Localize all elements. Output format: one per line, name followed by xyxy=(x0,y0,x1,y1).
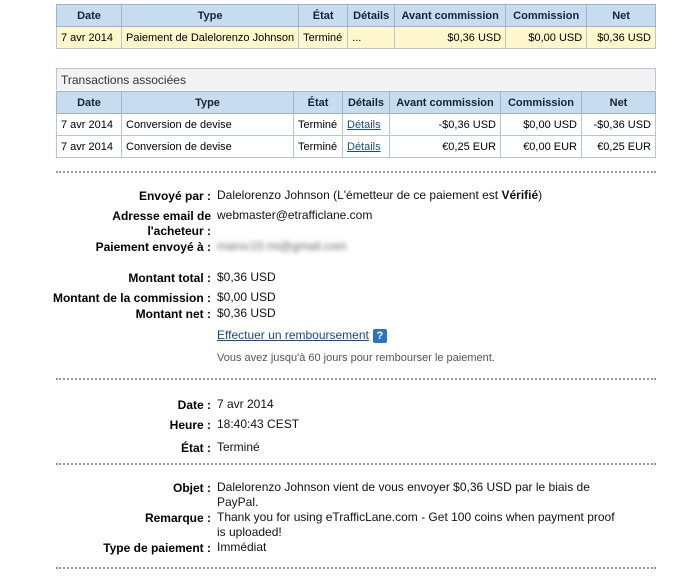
cell-etat: Terminé xyxy=(294,136,343,158)
details-link[interactable]: Détails xyxy=(347,140,381,153)
payment-type-label: Type de paiement : xyxy=(103,541,211,555)
table-row xyxy=(57,114,656,136)
note-value xyxy=(217,510,615,540)
date-label: Date : xyxy=(177,398,211,412)
divider xyxy=(56,378,656,380)
verified-status: Vérifié xyxy=(501,188,539,202)
cell-commission: $0,00 USD xyxy=(501,114,582,136)
cell-date: 7 avr 2014 xyxy=(57,27,122,49)
note-label: Remarque : xyxy=(144,511,211,525)
commission-value: $0,00 USD xyxy=(217,290,276,304)
col-avant: Avant commission xyxy=(395,5,506,27)
cell-avant: €0,25 EUR xyxy=(390,136,501,158)
col-commission: Commission xyxy=(506,5,587,27)
col-date: Date xyxy=(57,92,122,114)
related-table-header xyxy=(57,92,656,114)
refund-note: Vous avez jusqu'à 60 jours pour rembourser le paiement. xyxy=(217,352,495,364)
commission-label: Montant de la commission : xyxy=(52,291,211,305)
cell-avant: $0,36 USD xyxy=(395,27,506,49)
cell-type: Conversion de devise xyxy=(122,136,294,158)
email-label-line2: l'acheteur : xyxy=(147,224,211,238)
col-etat: État xyxy=(299,5,348,27)
email-label xyxy=(56,209,211,239)
total-value: $0,36 USD xyxy=(217,270,276,284)
col-net: Net xyxy=(587,5,656,27)
cell-type: Conversion de devise xyxy=(122,114,294,136)
cell-etat: Terminé xyxy=(299,27,348,49)
details-link[interactable]: Détails xyxy=(347,118,381,131)
cell-etat: Terminé xyxy=(294,114,343,136)
cell-avant: -$0,36 USD xyxy=(390,114,501,136)
divider xyxy=(56,171,656,173)
col-avant: Avant commission xyxy=(390,92,501,114)
col-details: Détails xyxy=(348,5,395,27)
col-details: Détails xyxy=(343,92,390,114)
col-type: Type xyxy=(122,92,294,114)
refund-row xyxy=(217,328,387,343)
cell-net: $0,36 USD xyxy=(587,27,656,49)
cell-commission: €0,00 EUR xyxy=(501,136,582,158)
cell-details xyxy=(343,136,390,158)
refund-link[interactable]: Effectuer un remboursement xyxy=(217,328,369,342)
net-label: Montant net : xyxy=(135,307,211,321)
sender-name: Dalelorenzo Johnson (L'émetteur de ce paiement est xyxy=(217,188,502,202)
note-line1: Thank you for using eTrafficLane.com - Get 100 coins when payment proof xyxy=(217,510,615,524)
total-label: Montant total : xyxy=(128,271,211,285)
divider xyxy=(56,463,656,465)
main-table-header xyxy=(57,5,656,27)
help-icon[interactable]: ? xyxy=(373,329,387,343)
cell-details xyxy=(343,114,390,136)
cell-commission: $0,00 USD xyxy=(506,27,587,49)
table-row xyxy=(57,136,656,158)
buyer-email: webmaster@etrafficlane.com xyxy=(217,208,373,222)
payment-type-value: Immédiat xyxy=(217,540,267,554)
date-value: 7 avr 2014 xyxy=(217,397,274,411)
email-label-line1: Adresse email de xyxy=(112,209,211,223)
cell-net: -$0,36 USD xyxy=(582,114,656,136)
col-date: Date xyxy=(57,5,122,27)
status-label: État : xyxy=(181,441,211,455)
cell-date: 7 avr 2014 xyxy=(57,114,122,136)
status-value: Terminé xyxy=(217,440,260,454)
col-commission: Commission xyxy=(501,92,582,114)
subject-label: Objet : xyxy=(173,481,211,495)
note-line2: is uploaded! xyxy=(217,525,282,539)
sender-value xyxy=(217,188,542,203)
table-row xyxy=(57,27,656,49)
cell-details: ... xyxy=(348,27,395,49)
subject-value xyxy=(217,480,590,510)
related-transactions-table xyxy=(56,91,656,158)
cell-date: 7 avr 2014 xyxy=(57,136,122,158)
time-value: 18:40:43 CEST xyxy=(217,417,300,431)
cell-type: Paiement de Dalelorenzo Johnson xyxy=(122,27,299,49)
col-net: Net xyxy=(582,92,656,114)
main-transaction-table xyxy=(56,4,656,49)
time-label: Heure : xyxy=(169,418,211,432)
subject-line1: Dalelorenzo Johnson vient de vous envoyer $0,36 USD par le biais de xyxy=(217,480,590,494)
sent-to-label: Paiement envoyé à : xyxy=(95,240,211,254)
col-type: Type xyxy=(122,5,299,27)
sender-closing: ) xyxy=(538,188,543,202)
cell-net: €0,25 EUR xyxy=(582,136,656,158)
col-etat: État xyxy=(294,92,343,114)
recipient-email: maroc10.mi@gmail.com xyxy=(217,239,347,253)
subject-line2: PayPal. xyxy=(217,495,259,509)
divider xyxy=(56,567,656,569)
net-value: $0,36 USD xyxy=(217,306,276,320)
sender-label: Envoyé par : xyxy=(138,189,211,203)
related-transactions-title: Transactions associées xyxy=(56,68,656,90)
